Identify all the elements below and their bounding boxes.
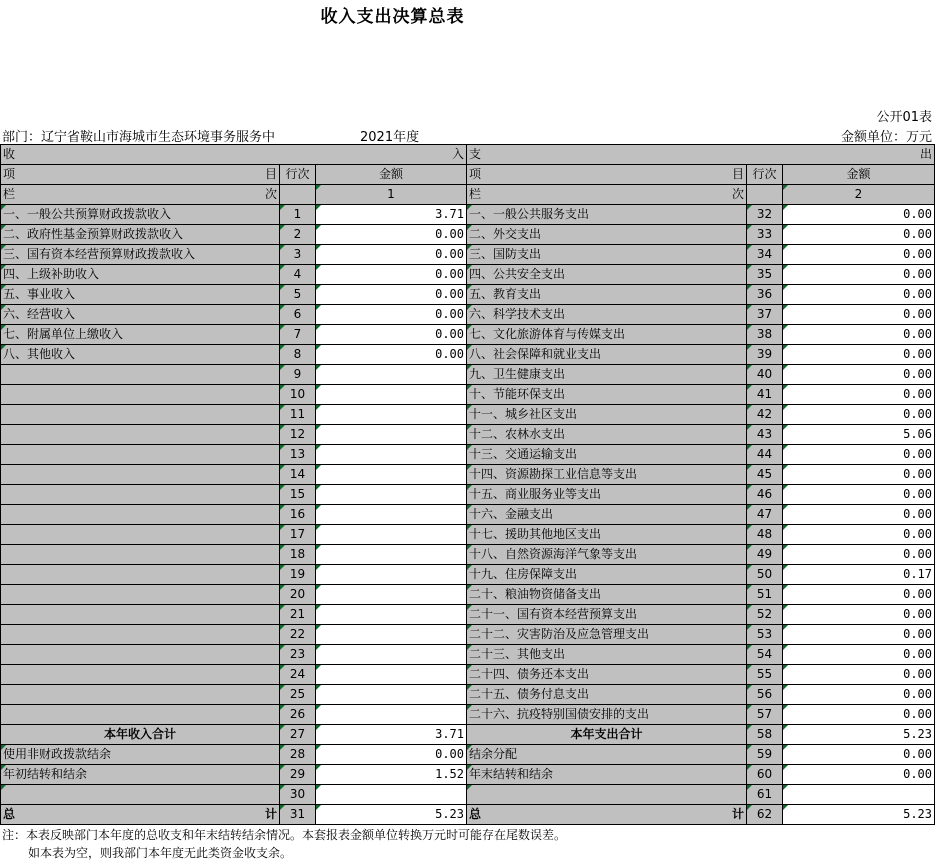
income-item-label	[1, 625, 280, 645]
expense-total-amount: 5.23	[783, 805, 935, 825]
expense-item-label: 二十六、抗疫特别国债安排的支出	[467, 705, 747, 725]
income-item-header: 项 目	[1, 165, 280, 185]
expense-amount	[783, 785, 935, 805]
income-total-left: 总	[3, 807, 16, 821]
expense-row-number: 60	[747, 765, 783, 785]
table-row	[1, 245, 935, 265]
table-row	[1, 385, 935, 405]
expense-item-label: 四、公共安全支出	[467, 265, 747, 285]
expense-amount: 0.00	[783, 645, 935, 665]
expense-item-label: 二十四、债务还本支出	[467, 665, 747, 685]
income-row-number: 15	[280, 485, 316, 505]
income-amount	[316, 585, 467, 605]
income-amount: 0.00	[316, 345, 467, 365]
header-row-columns	[1, 165, 935, 185]
income-item-label: 一、一般公共预算财政拨款收入	[1, 205, 280, 225]
income-item-label	[1, 585, 280, 605]
expense-amount: 0.00	[783, 305, 935, 325]
income-row-number: 8	[280, 345, 316, 365]
table-row	[1, 405, 935, 425]
expense-total-left: 总	[469, 807, 482, 821]
table-row	[1, 545, 935, 565]
expense-row-number: 35	[747, 265, 783, 285]
income-amount	[316, 605, 467, 625]
income-row-number: 6	[280, 305, 316, 325]
income-row-number: 30	[280, 785, 316, 805]
income-item-label: 使用非财政拨款结余	[1, 745, 280, 765]
table-row	[1, 525, 935, 545]
income-amount	[316, 485, 467, 505]
expense-amount: 0.00	[783, 265, 935, 285]
income-subtotal-label: 本年收入合计	[1, 725, 280, 745]
income-row-number: 16	[280, 505, 316, 525]
expense-amount: 0.00	[783, 285, 935, 305]
expense-amount: 0.00	[783, 365, 935, 385]
income-item-label	[1, 485, 280, 505]
table-row	[1, 745, 935, 765]
income-row-number: 26	[280, 705, 316, 725]
income-item-label	[1, 565, 280, 585]
total-row	[1, 805, 935, 825]
expense-amount: 0.00	[783, 445, 935, 465]
expense-item-label: 二、外交支出	[467, 225, 747, 245]
income-item-label: 七、附属单位上缴收入	[1, 325, 280, 345]
form-code: 公开01表	[876, 110, 932, 125]
table-row	[1, 365, 935, 385]
expense-item-label: 二十三、其他支出	[467, 645, 747, 665]
table-row	[1, 325, 935, 345]
expense-amount: 0.00	[783, 345, 935, 365]
income-amount	[316, 705, 467, 725]
expense-subtotal-label: 本年支出合计	[467, 725, 747, 745]
expense-item-label: 十九、住房保障支出	[467, 565, 747, 585]
expense-row-number: 36	[747, 285, 783, 305]
expense-amount: 0.17	[783, 565, 935, 585]
expense-row-number: 54	[747, 645, 783, 665]
income-item-label	[1, 645, 280, 665]
income-row-number: 7	[280, 325, 316, 345]
income-amount: 0.00	[316, 285, 467, 305]
income-amount: 3.71	[316, 205, 467, 225]
income-item-label	[1, 425, 280, 445]
expense-row-number: 33	[747, 225, 783, 245]
expense-row-number: 32	[747, 205, 783, 225]
expense-amount: 0.00	[783, 505, 935, 525]
income-amount	[316, 685, 467, 705]
expense-item-label: 二十五、债务付息支出	[467, 685, 747, 705]
expense-amount: 0.00	[783, 245, 935, 265]
income-row-number: 5	[280, 285, 316, 305]
table-row	[1, 785, 935, 805]
income-row-number: 23	[280, 645, 316, 665]
expense-row-number: 59	[747, 745, 783, 765]
table-row	[1, 345, 935, 365]
header-row-column-numbers	[1, 185, 935, 205]
income-item-label	[1, 685, 280, 705]
expense-row-number: 46	[747, 485, 783, 505]
expense-item-label: 十三、交通运输支出	[467, 445, 747, 465]
income-row-number: 1	[280, 205, 316, 225]
expense-row-number: 34	[747, 245, 783, 265]
expense-item-label: 十一、城乡社区支出	[467, 405, 747, 425]
income-amount	[316, 565, 467, 585]
expense-amount: 5.06	[783, 425, 935, 445]
expense-row-number: 55	[747, 665, 783, 685]
expense-total-right: 计	[731, 807, 744, 821]
expense-item-label: 结余分配	[467, 745, 747, 765]
report-title: 收入支出决算总表	[320, 7, 465, 27]
table-row	[1, 285, 935, 305]
income-amount	[316, 365, 467, 385]
table-row	[1, 225, 935, 245]
income-item-label	[1, 465, 280, 485]
income-col-blank	[280, 185, 316, 205]
income-amount: 0.00	[316, 745, 467, 765]
income-amount: 0.00	[316, 325, 467, 345]
table-row	[1, 485, 935, 505]
expense-subtotal-row-number: 58	[747, 725, 783, 745]
expense-col-blank	[747, 185, 783, 205]
expense-item-label: 二十二、灾害防治及应急管理支出	[467, 625, 747, 645]
income-item-label: 四、上级补助收入	[1, 265, 280, 285]
income-amount	[316, 785, 467, 805]
income-amount	[316, 525, 467, 545]
table-row	[1, 645, 935, 665]
expense-subtotal-amount: 5.23	[783, 725, 935, 745]
income-item-label: 五、事业收入	[1, 285, 280, 305]
expense-item-label: 七、文化旅游体育与传媒支出	[467, 325, 747, 345]
table-row	[1, 585, 935, 605]
table-row	[1, 705, 935, 725]
income-item-label	[1, 525, 280, 545]
income-row-number: 28	[280, 745, 316, 765]
income-amount	[316, 665, 467, 685]
expense-amount: 0.00	[783, 625, 935, 645]
income-item-label	[1, 665, 280, 685]
table-row	[1, 565, 935, 585]
expense-col-label: 栏 次	[467, 185, 747, 205]
income-item-label	[1, 405, 280, 425]
income-row-number: 25	[280, 685, 316, 705]
expense-item-label: 二十一、国有资本经营预算支出	[467, 605, 747, 625]
expense-row-number: 61	[747, 785, 783, 805]
expense-item-label: 十四、资源勘探工业信息等支出	[467, 465, 747, 485]
expense-item-label: 年末结转和结余	[467, 765, 747, 785]
income-subtotal-amount: 3.71	[316, 725, 467, 745]
table-row	[1, 665, 935, 685]
amount-unit: 金额单位：万元	[840, 130, 932, 145]
income-amount	[316, 465, 467, 485]
income-row-number: 21	[280, 605, 316, 625]
expense-amount: 0.00	[783, 545, 935, 565]
income-expense-table	[0, 144, 935, 825]
table-row	[1, 465, 935, 485]
table-row	[1, 625, 935, 645]
income-amount	[316, 385, 467, 405]
table-row	[1, 765, 935, 785]
expense-col-number: 2	[783, 185, 935, 205]
expense-row-number: 53	[747, 625, 783, 645]
income-row-number: 19	[280, 565, 316, 585]
expense-item-label: 八、社会保障和就业支出	[467, 345, 747, 365]
income-row-number: 24	[280, 665, 316, 685]
income-amount	[316, 445, 467, 465]
table-row	[1, 265, 935, 285]
table-row	[1, 605, 935, 625]
footnote-1: 注：本表反映部门本年度的总收支和年末结转结余情况。本套报表金额单位转换万元时可能存在尾数误差。	[2, 828, 567, 842]
income-amount	[316, 505, 467, 525]
income-amount: 0.00	[316, 225, 467, 245]
income-amount: 1.52	[316, 765, 467, 785]
expense-amount-header: 金额	[783, 165, 935, 185]
expense-row-number: 47	[747, 505, 783, 525]
income-item-label: 年初结转和结余	[1, 765, 280, 785]
expense-row-number: 45	[747, 465, 783, 485]
income-row-number: 11	[280, 405, 316, 425]
expense-row-number: 52	[747, 605, 783, 625]
income-amount-header: 金额	[316, 165, 467, 185]
expense-row-number: 48	[747, 525, 783, 545]
expense-amount: 0.00	[783, 605, 935, 625]
expense-item-label: 十、节能环保支出	[467, 385, 747, 405]
income-row-number: 3	[280, 245, 316, 265]
department-label: 部门：辽宁省鞍山市海城市生态环境事务服务中	[2, 130, 276, 145]
expense-row-number: 39	[747, 345, 783, 365]
expense-amount: 0.00	[783, 465, 935, 485]
income-col-number: 1	[316, 185, 467, 205]
income-row-number: 17	[280, 525, 316, 545]
expense-item-label: 十二、农林水支出	[467, 425, 747, 445]
income-item-label: 三、国有资本经营预算财政拨款收入	[1, 245, 280, 265]
expense-row-number: 51	[747, 585, 783, 605]
income-row-number: 4	[280, 265, 316, 285]
table-row	[1, 205, 935, 225]
income-item-label	[1, 705, 280, 725]
income-total-right: 计	[264, 807, 277, 821]
expense-item-label: 十六、金融支出	[467, 505, 747, 525]
expense-amount: 0.00	[783, 225, 935, 245]
expense-total-label	[467, 805, 747, 825]
income-item-label	[1, 365, 280, 385]
income-row-number: 13	[280, 445, 316, 465]
income-item-label: 二、政府性基金预算财政拨款收入	[1, 225, 280, 245]
expense-item-header: 项 目	[467, 165, 747, 185]
income-row-number: 29	[280, 765, 316, 785]
income-amount	[316, 645, 467, 665]
income-row-number: 2	[280, 225, 316, 245]
expense-section-header: 支 出	[467, 145, 935, 165]
footnotes	[2, 826, 566, 862]
expense-item-label: 五、教育支出	[467, 285, 747, 305]
income-item-label	[1, 605, 280, 625]
income-item-label	[1, 545, 280, 565]
income-item-label	[1, 505, 280, 525]
expense-item-label	[467, 785, 747, 805]
expense-item-label: 三、国防支出	[467, 245, 747, 265]
expense-total-row-number: 62	[747, 805, 783, 825]
expense-amount: 0.00	[783, 665, 935, 685]
income-section-header: 收 入	[1, 145, 467, 165]
income-amount	[316, 625, 467, 645]
expense-amount: 0.00	[783, 405, 935, 425]
income-item-label: 八、其他收入	[1, 345, 280, 365]
expense-item-label: 十五、商业服务业等支出	[467, 485, 747, 505]
expense-row-number: 49	[747, 545, 783, 565]
income-row-number: 9	[280, 365, 316, 385]
expense-row-number: 38	[747, 325, 783, 345]
expense-row-number: 44	[747, 445, 783, 465]
table-row	[1, 305, 935, 325]
expense-rowno-header: 行次	[747, 165, 783, 185]
income-row-number: 10	[280, 385, 316, 405]
expense-amount: 0.00	[783, 205, 935, 225]
expense-amount: 0.00	[783, 385, 935, 405]
expense-row-number: 50	[747, 565, 783, 585]
income-col-label: 栏 次	[1, 185, 280, 205]
expense-row-number: 57	[747, 705, 783, 725]
expense-row-number: 37	[747, 305, 783, 325]
table-row	[1, 685, 935, 705]
expense-amount: 0.00	[783, 525, 935, 545]
income-amount	[316, 405, 467, 425]
expense-row-number: 40	[747, 365, 783, 385]
income-amount: 0.00	[316, 245, 467, 265]
expense-amount: 0.00	[783, 745, 935, 765]
table-row	[1, 425, 935, 445]
expense-item-label: 九、卫生健康支出	[467, 365, 747, 385]
income-row-number: 14	[280, 465, 316, 485]
expense-amount: 0.00	[783, 585, 935, 605]
expense-item-label: 六、科学技术支出	[467, 305, 747, 325]
expense-row-number: 41	[747, 385, 783, 405]
expense-row-number: 56	[747, 685, 783, 705]
income-item-label	[1, 785, 280, 805]
expense-item-label: 十八、自然资源海洋气象等支出	[467, 545, 747, 565]
footnote-2: 如本表为空，则我部门本年度无此类资金收支余。	[28, 846, 293, 860]
header-row-sections	[1, 145, 935, 165]
expense-amount: 0.00	[783, 765, 935, 785]
income-item-label: 六、经营收入	[1, 305, 280, 325]
income-item-label	[1, 385, 280, 405]
income-total-label	[1, 805, 280, 825]
expense-item-label: 十七、援助其他地区支出	[467, 525, 747, 545]
subtotal-row	[1, 725, 935, 745]
income-row-number: 20	[280, 585, 316, 605]
expense-amount: 0.00	[783, 485, 935, 505]
table-row	[1, 505, 935, 525]
income-amount: 0.00	[316, 265, 467, 285]
income-item-label	[1, 445, 280, 465]
income-row-number: 22	[280, 625, 316, 645]
income-total-amount: 5.23	[316, 805, 467, 825]
expense-row-number: 43	[747, 425, 783, 445]
income-rowno-header: 行次	[280, 165, 316, 185]
income-amount	[316, 545, 467, 565]
income-row-number: 12	[280, 425, 316, 445]
expense-item-label: 一、一般公共服务支出	[467, 205, 747, 225]
income-subtotal-row-number: 27	[280, 725, 316, 745]
income-amount	[316, 425, 467, 445]
expense-amount: 0.00	[783, 325, 935, 345]
income-row-number: 18	[280, 545, 316, 565]
fiscal-year: 2021年度	[360, 130, 420, 145]
income-total-row-number: 31	[280, 805, 316, 825]
expense-amount: 0.00	[783, 685, 935, 705]
expense-amount: 0.00	[783, 705, 935, 725]
income-amount: 0.00	[316, 305, 467, 325]
expense-item-label: 二十、粮油物资储备支出	[467, 585, 747, 605]
table-row	[1, 445, 935, 465]
expense-row-number: 42	[747, 405, 783, 425]
